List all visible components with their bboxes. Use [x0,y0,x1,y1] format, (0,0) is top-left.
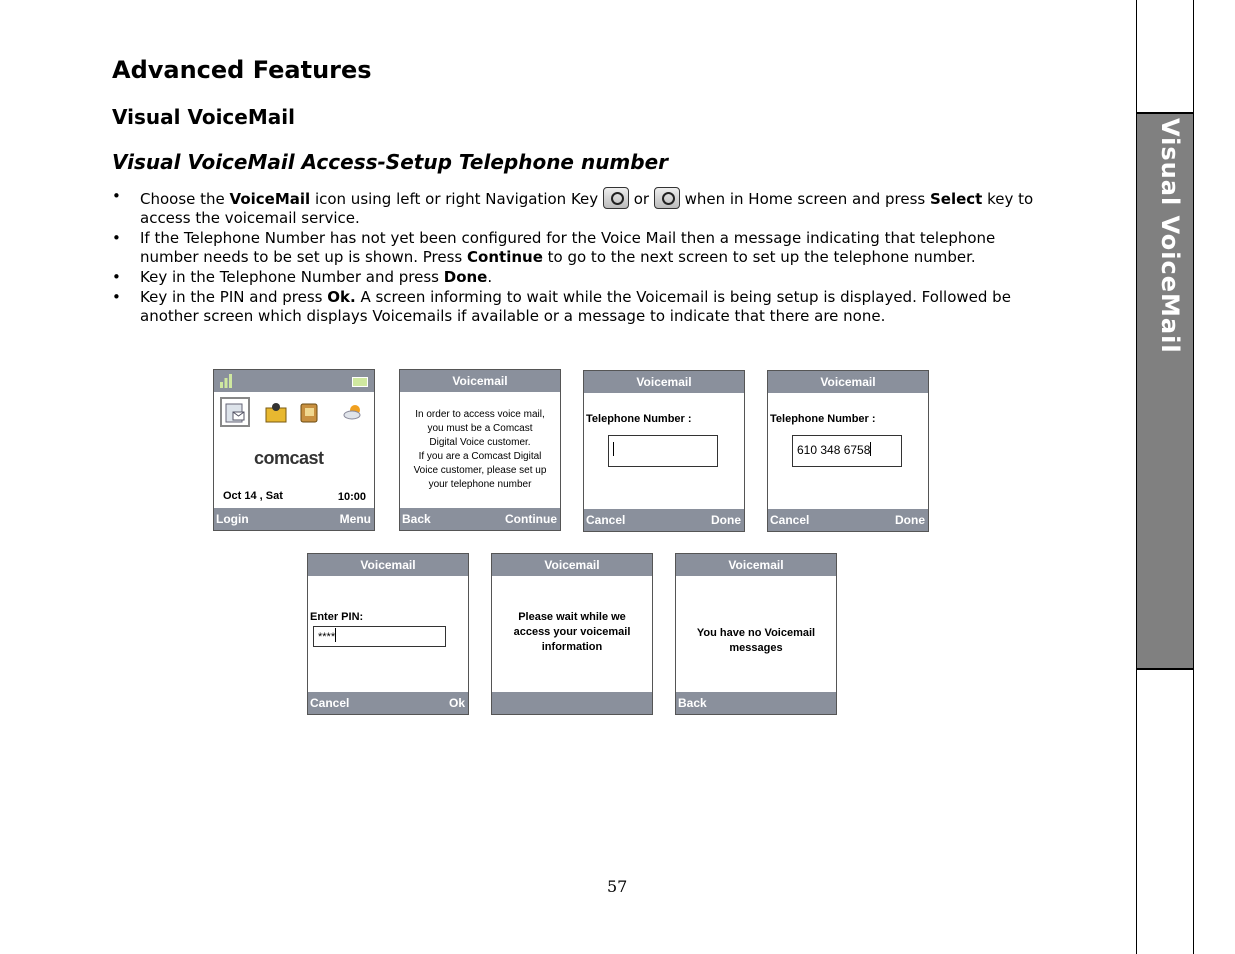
notebook-icon[interactable] [298,402,320,424]
list-item: • Key in the PIN and press Ok. A screen informing to wait while the Voicemail is being setup is displayed. Followed be another screen which displays Voicemails if available or a message to indicate that there are none. [112,288,1042,326]
subsection-title: Visual VoiceMail Access-Setup Telephone number [112,150,669,174]
list-item: • If the Telephone Number has not yet been configured for the Voice Mail then a message indicating that telephone number needs to be set up is shown. Press Continue to go to the next screen to set up the telephone number. [112,229,1042,267]
done-softkey[interactable]: Done [711,513,741,527]
ok-softkey[interactable]: Ok [448,696,465,710]
screen-title: Voicemail [308,554,468,576]
screen-title: Voicemail [676,554,836,576]
no-voicemail-message: You have no Voicemail messages [696,627,816,654]
telephone-filled-screen [767,370,929,532]
page-number: 57 [607,877,628,896]
telephone-label: Telephone Number : [770,413,876,425]
telephone-entry-screen [583,370,745,532]
nav-right-key-icon [654,187,680,209]
done-softkey[interactable]: Done [895,513,925,527]
menu-softkey[interactable]: Menu [339,512,371,526]
back-softkey[interactable]: Back [402,512,431,526]
screen-title: Voicemail [768,371,928,393]
screen-title: Voicemail [400,370,560,392]
intro-message: In order to access voice mail, you must be a Comcast Digital Voice customer. If you are a Comcast Digital Voice customer, please set up your telephone number [413,409,547,490]
screen-title: Voicemail [492,554,652,576]
chapter-tab-label: Visual VoiceMail [1156,118,1184,354]
screen-title: Voicemail [584,371,744,393]
pin-input[interactable]: **** [313,626,446,647]
wait-message: Please wait while we access your voicemail information [513,611,631,653]
softkey-bar [584,509,744,531]
list-item: • Choose the VoiceMail icon using left or right Navigation Key or when in Home screen and press Select key to access the voicemail service. [112,187,1042,228]
cancel-softkey[interactable]: Cancel [586,513,626,527]
telephone-input[interactable]: 610 348 6758 [792,435,902,467]
text-cursor [335,628,336,642]
login-softkey[interactable]: Login [216,512,249,526]
section-heading: Visual VoiceMail [112,105,295,129]
margin-rule-right [1193,0,1194,954]
battery-icon [352,377,368,387]
text-cursor [870,442,871,456]
softkey-bar [768,509,928,531]
softkey-bar [308,692,468,714]
softkey-bar [676,692,836,714]
contacts-icon[interactable] [265,402,287,424]
cancel-softkey[interactable]: Cancel [770,513,810,527]
voicemail-icon[interactable] [224,402,246,424]
no-voicemail-screen [675,553,837,715]
cancel-softkey[interactable]: Cancel [310,696,350,710]
continue-softkey[interactable]: Continue [505,512,557,526]
weather-icon[interactable] [342,402,364,424]
comcast-logo: comcast [254,448,324,468]
page-heading: Advanced Features [112,56,372,84]
list-item: • Key in the Telephone Number and press Done. [112,268,1042,287]
wait-screen [491,553,653,715]
pin-entry-screen [307,553,469,715]
softkey-bar [214,508,374,530]
telephone-label: Telephone Number : [586,413,692,425]
softkey-bar [492,692,652,714]
instruction-list [112,187,1042,327]
text-cursor [613,442,614,456]
signal-icon [219,373,233,388]
home-screen [213,369,375,531]
voicemail-intro-screen [399,369,561,531]
nav-left-key-icon [603,187,629,209]
home-time: 10:00 [337,491,366,503]
home-date: Oct 14 , Sat [223,490,283,502]
softkey-bar [400,508,560,530]
back-softkey[interactable]: Back [678,696,707,710]
telephone-input[interactable] [608,435,718,467]
pin-label: Enter PIN: [310,611,364,623]
status-bar [214,370,374,392]
